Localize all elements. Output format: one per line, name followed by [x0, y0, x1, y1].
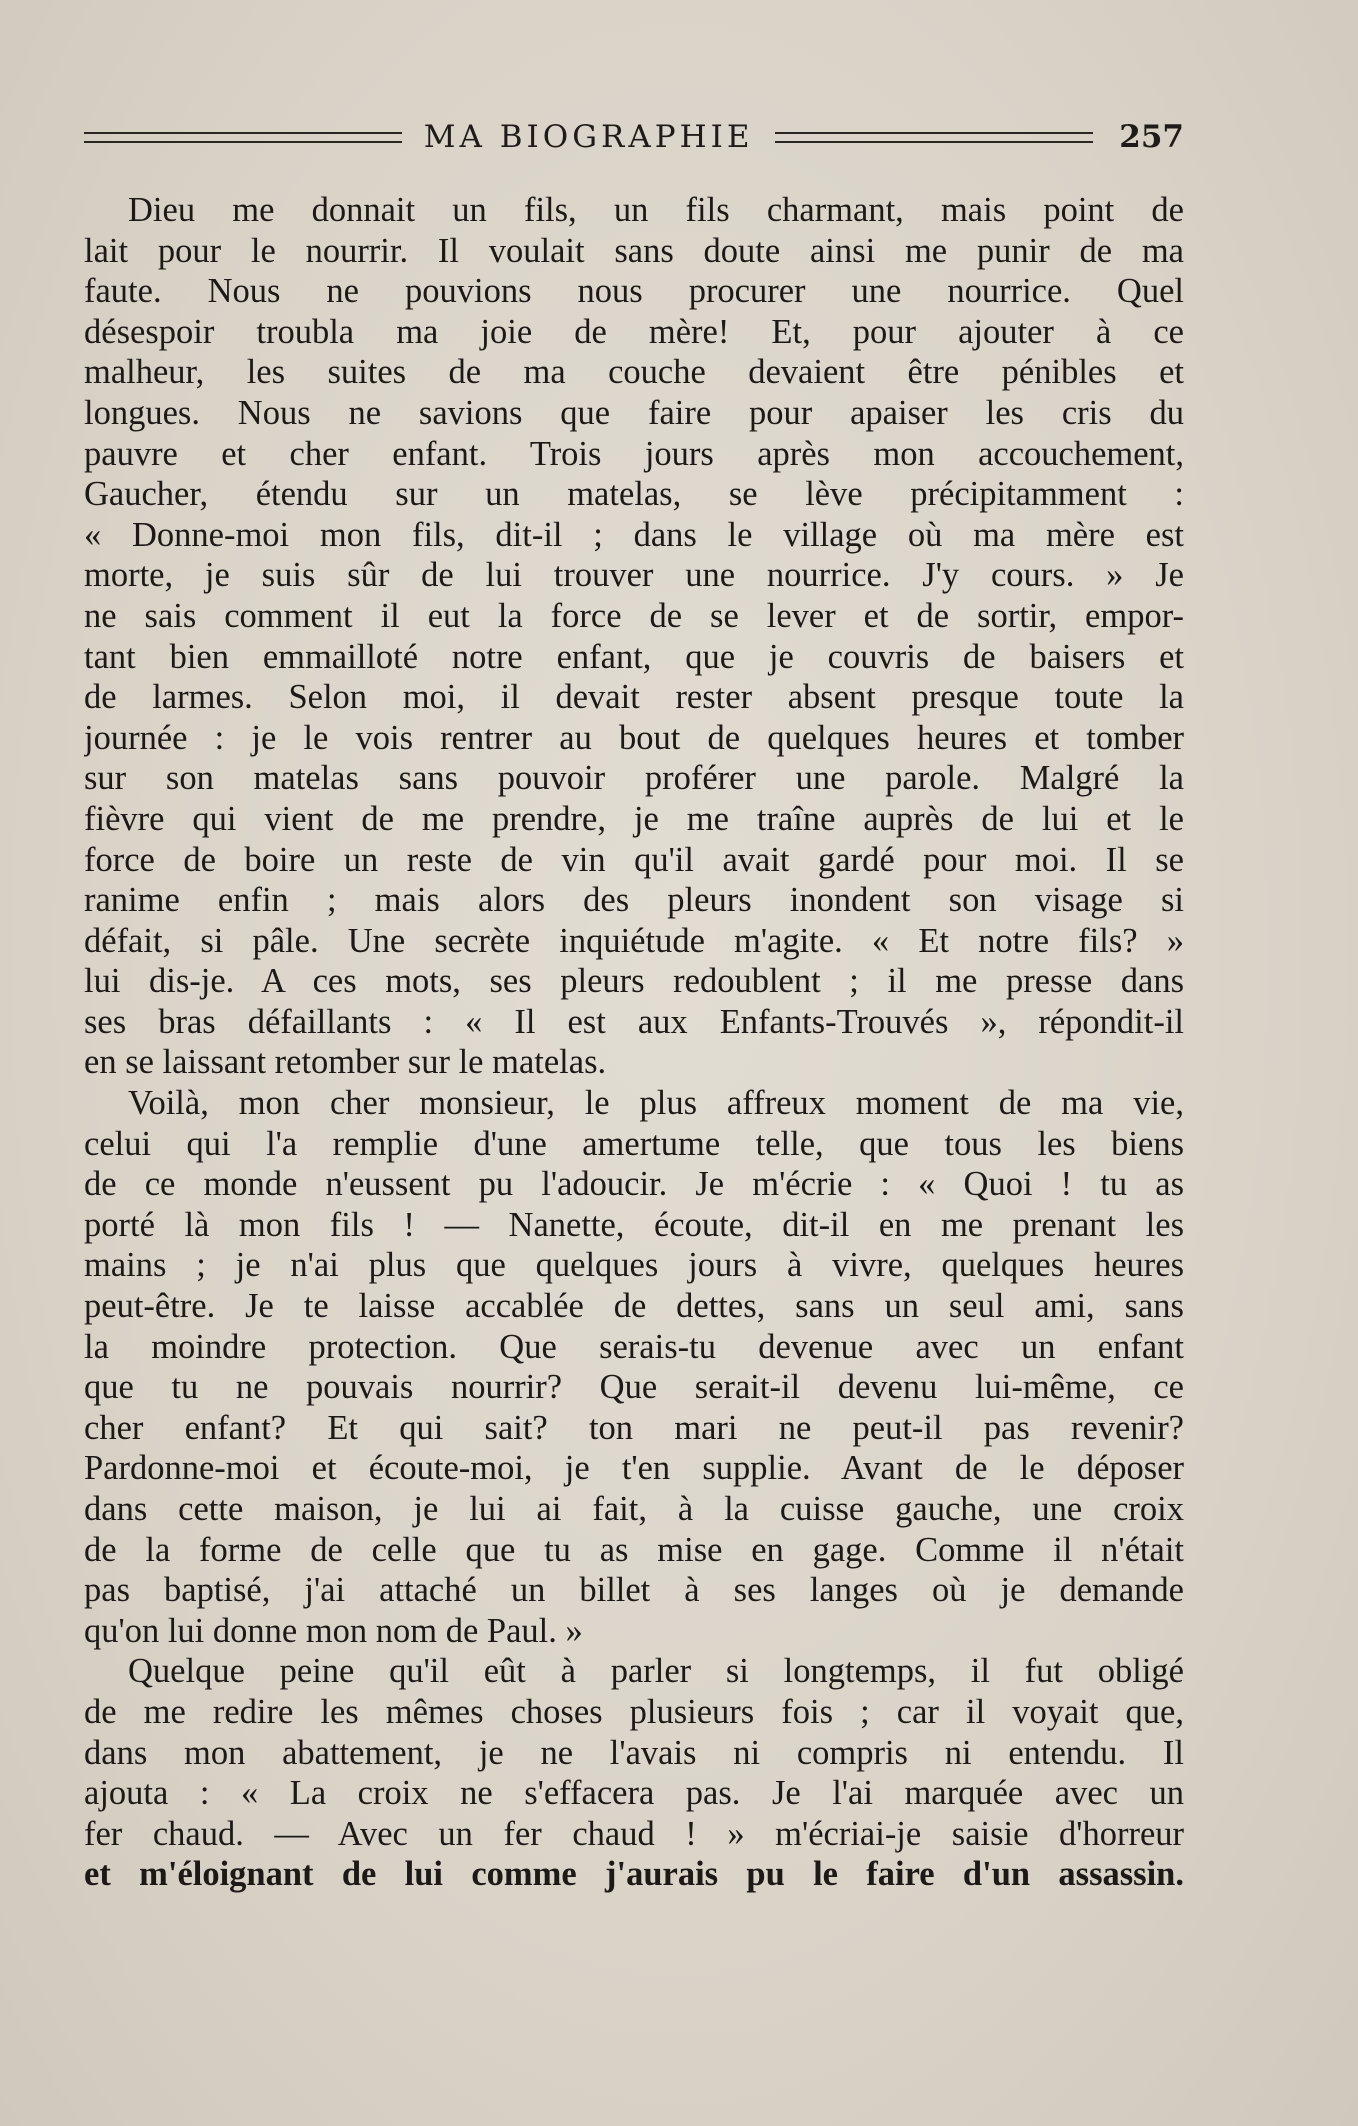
text-line: lui dis-je. A ces mots, ses pleurs redoublent ; il me presse dans — [84, 962, 1184, 1001]
text-line: en se laissant retomber sur le matelas. — [84, 1043, 607, 1082]
text-line: malheur, les suites de ma couche devaient être pénibles et — [84, 353, 1184, 392]
text-line: Voilà, mon cher monsieur, le plus affreux moment de ma vie, — [128, 1084, 1184, 1123]
text-line: peut-être. Je te laisse accablée de dettes, sans un seul ami, sans — [84, 1287, 1184, 1326]
text-line: défait, si pâle. Une secrète inquiétude m'agite. « Et notre fils? » — [84, 921, 1184, 960]
text-line: de la forme de celle que tu as mise en gage. Comme il n'était — [84, 1530, 1184, 1569]
text-line: porté là mon fils ! — Nanette, écoute, dit-il en me prenant les — [84, 1205, 1184, 1244]
text-line: morte, je suis sûr de lui trouver une nourrice. J'y cours. » Je — [84, 556, 1184, 595]
text-line: pauvre et cher enfant. Trois jours après mon accouchement, — [84, 434, 1184, 473]
text-line: celui qui l'a remplie d'une amertume telle, que tous les biens — [84, 1124, 1184, 1163]
body-text — [84, 190, 1184, 1895]
text-line: Gaucher, étendu sur un matelas, se lève précipitamment : — [84, 475, 1184, 514]
paragraph — [84, 1651, 1184, 1895]
text-line: Quelque peine qu'il eût à parler si longtemps, il fut obligé — [128, 1652, 1184, 1691]
text-line: ajouta : « La croix ne s'effacera pas. Je l'ai marquée avec un — [84, 1774, 1184, 1813]
text-line: Pardonne-moi et écoute-moi, je t'en supplie. Avant de le déposer — [84, 1449, 1184, 1488]
text-line: désespoir troubla ma joie de mère! Et, pour ajouter à ce — [84, 312, 1184, 351]
text-line: ranime enfin ; mais alors des pleurs inondent son visage si — [84, 881, 1184, 920]
text-line: dans cette maison, je lui ai fait, à la cuisse gauche, une croix — [84, 1490, 1184, 1528]
text-line: que tu ne pouvais nourrir? Que serait-il devenu lui-même, ce — [84, 1368, 1184, 1407]
text-line: « Donne-moi mon fils, dit-il ; dans le village où ma mère est — [84, 515, 1184, 554]
text-line: la moindre protection. Que serais-tu devenue avec un enfant — [84, 1327, 1184, 1366]
header-rule-right — [775, 132, 1093, 143]
text-line: faute. Nous ne pouvions nous procurer une nourrice. Quel — [84, 272, 1184, 311]
text-line: ses bras défaillants : « Il est aux Enfants-Trouvés », répondit-il — [84, 1002, 1184, 1041]
text-line: qu'on lui donne mon nom de Paul. » — [84, 1611, 583, 1650]
text-line: de me redire les mêmes choses plusieurs fois ; car il voyait que, — [84, 1692, 1184, 1731]
text-line: lait pour le nourrir. Il voulait sans doute ainsi me punir de ma — [84, 231, 1184, 270]
text-line: force de boire un reste de vin qu'il avait gardé pour moi. Il se — [84, 840, 1184, 879]
text-line: de larmes. Selon moi, il devait rester absent presque toute la — [84, 678, 1184, 717]
text-line: journée : je le vois rentrer au bout de quelques heures et tomber — [84, 718, 1184, 757]
text-line: cher enfant? Et qui sait? ton mari ne peut-il pas revenir? — [84, 1408, 1184, 1447]
running-header — [84, 112, 1184, 162]
text-line: ne sais comment il eut la force de se lever et de sortir, empor- — [84, 596, 1184, 635]
page-number: 257 — [1119, 119, 1184, 155]
paragraph — [84, 190, 1184, 1083]
text-line: longues. Nous ne savions que faire pour apaiser les cris du — [84, 393, 1184, 432]
text-line: pas baptisé, j'ai attaché un billet à ses langes où je demande — [84, 1571, 1184, 1610]
text-line: fièvre qui vient de me prendre, je me traîne auprès de lui et le — [84, 799, 1184, 838]
text-line: fer chaud. — Avec un fer chaud ! » m'écriai-je saisie d'horreur — [84, 1814, 1184, 1853]
text-line: et m'éloignant de lui comme j'aurais pu le faire d'un assassin. — [84, 1855, 1184, 1894]
text-line: de ce monde n'eussent pu l'adoucir. Je m'écrie : « Quoi ! tu as — [84, 1165, 1184, 1204]
paragraph — [84, 1083, 1184, 1651]
text-line: Dieu me donnait un fils, un fils charmant, mais point de — [128, 191, 1184, 229]
text-line: tant bien emmailloté notre enfant, que je couvris de baisers et — [84, 637, 1184, 676]
header-rule-left — [84, 132, 402, 143]
text-line: dans mon abattement, je ne l'avais ni compris ni entendu. Il — [84, 1733, 1184, 1772]
text-line: sur son matelas sans pouvoir proférer une parole. Malgré la — [84, 759, 1184, 798]
text-line: mains ; je n'ai plus que quelques jours à vivre, quelques heures — [84, 1246, 1184, 1285]
running-title: MA BIOGRAPHIE — [423, 119, 754, 155]
